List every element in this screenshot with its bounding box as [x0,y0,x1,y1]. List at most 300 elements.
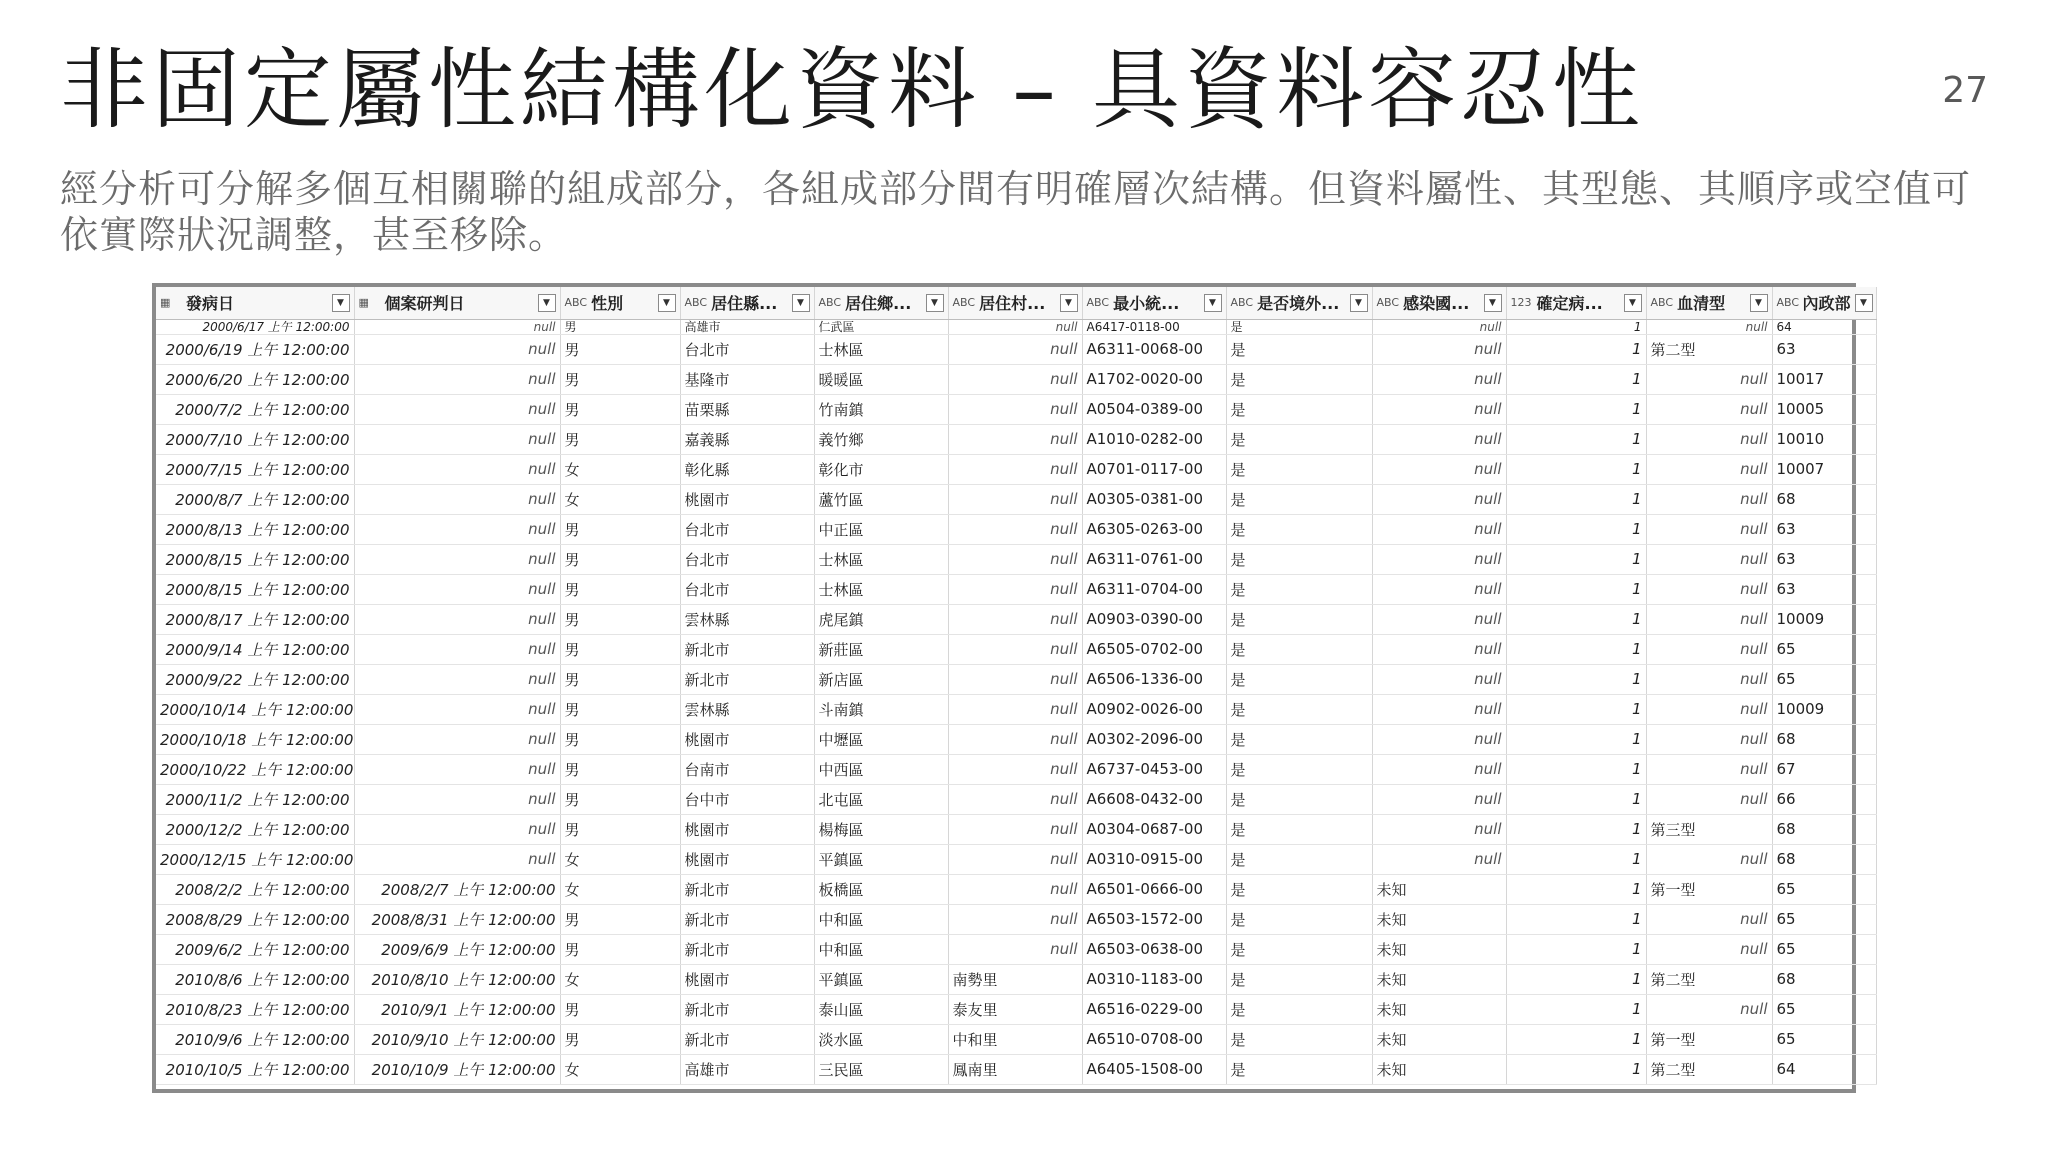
column-header-label: 確定病... [1536,294,1603,314]
filter-dropdown-icon[interactable]: ▼ [792,294,810,312]
table-cell: A0903-0390-00 [1082,604,1226,634]
table-cell: A0310-1183-00 [1082,964,1226,994]
table-cell: null [1372,574,1506,604]
table-cell: null [354,544,560,574]
table-cell: 男 [560,574,680,604]
column-header[interactable] [156,287,354,319]
table-cell: null [1646,904,1772,934]
table-cell: 竹南鎮 [814,394,948,424]
table-cell: null [1372,604,1506,634]
filter-dropdown-icon[interactable]: ▼ [1060,294,1078,312]
column-header-label: 是否境外... [1257,294,1340,314]
table-cell: null [1646,574,1772,604]
slide-subtitle: 經分析可分解多個互相關聯的組成部分，各組成部分間有明確層次結構。但資料屬性、其型態、其順序或空值可依實際狀況調整，甚至移除。 [60,167,1972,257]
table-cell: 1 [1506,364,1646,394]
column-header[interactable] [1646,287,1772,319]
table-cell: 2000/7/2 上午 12:00:00 [156,394,354,424]
table-cell: 男 [560,784,680,814]
table-cell: 1 [1506,394,1646,424]
table-cell: A0504-0389-00 [1082,394,1226,424]
table-cell: 是 [1226,544,1372,574]
table-cell: A6510-0708-00 [1082,1024,1226,1054]
table-cell: A6311-0761-00 [1082,544,1226,574]
table-cell: 男 [560,1024,680,1054]
filter-dropdown-icon[interactable]: ▼ [1855,294,1873,312]
table-cell: null [354,604,560,634]
table-row [156,454,1876,484]
table-cell: 未知 [1372,1024,1506,1054]
table-cell: null [948,784,1082,814]
table-cell: 是 [1226,904,1372,934]
table-cell: 68 [1772,814,1876,844]
table-cell: null [1646,364,1772,394]
table-cell: 2000/8/7 上午 12:00:00 [156,484,354,514]
table-cell: 男 [560,634,680,664]
table-cell: 是 [1226,634,1372,664]
table-cell: 1 [1506,874,1646,904]
table-cell: null [1372,484,1506,514]
filter-dropdown-icon[interactable]: ▼ [332,294,350,312]
table-cell: 女 [560,454,680,484]
table-cell: A6608-0432-00 [1082,784,1226,814]
table-cell: 是 [1226,724,1372,754]
table-cell: 是 [1226,694,1372,724]
table-row [156,394,1876,424]
table-cell: null [1646,994,1772,1024]
table-cell: null [1372,664,1506,694]
table-cell: null [1372,694,1506,724]
table-cell: 10009 [1772,694,1876,724]
table-cell: 2000/8/15 上午 12:00:00 [156,544,354,574]
table-row [156,874,1876,904]
table-cell: 是 [1226,754,1372,784]
table-cell: 2000/7/10 上午 12:00:00 [156,424,354,454]
table-cell: A0305-0381-00 [1082,484,1226,514]
table-cell: 基隆市 [680,364,814,394]
table-row [156,904,1876,934]
table-row [156,934,1876,964]
filter-dropdown-icon[interactable]: ▼ [1750,294,1768,312]
table-cell: 2010/10/5 上午 12:00:00 [156,1054,354,1084]
table-cell: null [1646,514,1772,544]
table-cell: 是 [1226,934,1372,964]
table-cell: null [1372,784,1506,814]
table-cell: 65 [1772,934,1876,964]
table-cell: 65 [1772,634,1876,664]
table-cell: 新北市 [680,934,814,964]
table-cell: 男 [560,424,680,454]
filter-dropdown-icon[interactable]: ▼ [1624,294,1642,312]
table-cell: null [948,544,1082,574]
table-cell: 2000/6/17 上午 12:00:00 [156,319,354,334]
table-cell: null [948,724,1082,754]
table-cell: null [1646,844,1772,874]
table-cell: 是 [1226,454,1372,484]
table-cell: 是 [1226,364,1372,394]
table-cell: 65 [1772,994,1876,1024]
table-cell: 2010/8/23 上午 12:00:00 [156,994,354,1024]
table-cell: 65 [1772,664,1876,694]
table-cell: 2008/8/29 上午 12:00:00 [156,904,354,934]
table-cell: 男 [560,604,680,634]
table-cell: null [354,364,560,394]
table-cell: 台北市 [680,514,814,544]
column-header-label: 個案研判日 [384,294,465,314]
table-cell: 2000/12/2 上午 12:00:00 [156,814,354,844]
table-cell: 2010/8/10 上午 12:00:00 [354,964,560,994]
table-cell: 平鎮區 [814,964,948,994]
column-header-label: 居住村... [979,294,1046,314]
table-cell: 第二型 [1646,334,1772,364]
table-cell: 1 [1506,904,1646,934]
table-cell: 桃園市 [680,814,814,844]
table-row [156,694,1876,724]
table-row [156,994,1876,1024]
table-cell: 10007 [1772,454,1876,484]
table-cell: 新北市 [680,874,814,904]
table-cell: 是 [1226,319,1372,334]
table-cell: 中西區 [814,754,948,784]
table-cell: 2000/6/19 上午 12:00:00 [156,334,354,364]
table-cell: null [354,694,560,724]
table-cell: 未知 [1372,964,1506,994]
table-cell: 士林區 [814,544,948,574]
table-cell: 63 [1772,514,1876,544]
table-cell: 未知 [1372,904,1506,934]
table-cell: 三民區 [814,1054,948,1084]
table-row-partial [156,319,1876,334]
table-cell: A0902-0026-00 [1082,694,1226,724]
filter-dropdown-icon[interactable]: ▼ [538,294,556,312]
table-cell: 蘆竹區 [814,484,948,514]
table-cell: 泰山區 [814,994,948,1024]
table-cell: 鳳南里 [948,1054,1082,1084]
table-cell: 是 [1226,514,1372,544]
table-cell: 男 [560,724,680,754]
table-cell: 2008/2/2 上午 12:00:00 [156,874,354,904]
table-cell: 1 [1506,964,1646,994]
table-cell: 男 [560,694,680,724]
column-header[interactable] [1506,287,1646,319]
table-cell: 第二型 [1646,1054,1772,1084]
table-cell: 嘉義縣 [680,424,814,454]
table-cell: 士林區 [814,334,948,364]
column-header[interactable] [948,287,1082,319]
table-row [156,544,1876,574]
filter-dropdown-icon[interactable]: ▼ [1350,294,1368,312]
table-cell: A6503-0638-00 [1082,934,1226,964]
table-cell: 68 [1772,964,1876,994]
data-table-frame [152,283,1867,1093]
table-row [156,964,1876,994]
table-cell: 10009 [1772,604,1876,634]
table-row [156,514,1876,544]
table-cell: null [948,424,1082,454]
table-cell: 新北市 [680,904,814,934]
table-cell: null [1646,664,1772,694]
column-header-label: 居住鄉... [845,294,912,314]
table-cell: 65 [1772,874,1876,904]
table-cell: 63 [1772,334,1876,364]
table-cell: 桃園市 [680,844,814,874]
table-cell: 2008/2/7 上午 12:00:00 [354,874,560,904]
table-row [156,754,1876,784]
table-cell: A6311-0704-00 [1082,574,1226,604]
text-type-icon: ABC [1376,296,1400,310]
table-cell: 女 [560,844,680,874]
table-row [156,364,1876,394]
table-row [156,784,1876,814]
column-header[interactable] [1082,287,1226,319]
table-cell: 女 [560,1054,680,1084]
column-header[interactable] [680,287,814,319]
table-cell: 桃園市 [680,724,814,754]
table-cell: 2000/7/15 上午 12:00:00 [156,454,354,484]
table-cell: 1 [1506,1054,1646,1084]
column-header[interactable] [1372,287,1506,319]
table-cell: null [354,454,560,484]
table-cell: 1 [1506,814,1646,844]
table-cell: 2010/9/10 上午 12:00:00 [354,1024,560,1054]
table-cell: null [1372,334,1506,364]
table-cell: null [354,784,560,814]
table-cell: 1 [1506,544,1646,574]
table-cell: A0701-0117-00 [1082,454,1226,484]
table-cell: 中和里 [948,1024,1082,1054]
table-cell: 1 [1506,994,1646,1024]
filter-dropdown-icon[interactable]: ▼ [1484,294,1502,312]
table-row [156,484,1876,514]
table-cell: A6505-0702-00 [1082,634,1226,664]
page-number: 27 [1942,70,1988,111]
table-cell: null [1646,784,1772,814]
table-cell: null [948,694,1082,724]
table-cell: 2009/6/9 上午 12:00:00 [354,934,560,964]
table-cell: 是 [1226,394,1372,424]
table-cell: 是 [1226,814,1372,844]
table-row [156,334,1876,364]
table-cell: 68 [1772,844,1876,874]
table-cell: 是 [1226,574,1372,604]
table-cell: 彰化縣 [680,454,814,484]
filter-dropdown-icon[interactable]: ▼ [1204,294,1222,312]
column-header-label: 血清型 [1677,294,1726,314]
table-cell: 64 [1772,319,1876,334]
text-type-icon: ABC [564,296,588,310]
table-cell: null [948,934,1082,964]
table-cell: 1 [1506,319,1646,334]
number-type-icon: 123 [1510,296,1532,310]
table-cell: 68 [1772,724,1876,754]
table-cell: 男 [560,544,680,574]
table-cell: 男 [560,754,680,784]
table-cell: A6311-0068-00 [1082,334,1226,364]
calendar-clock-icon: ▦ [160,296,171,310]
column-header-label: 內政部 [1802,294,1851,314]
table-cell: 1 [1506,634,1646,664]
table-cell: 64 [1772,1054,1876,1084]
table-cell: 台北市 [680,334,814,364]
table-cell: 是 [1226,844,1372,874]
table-cell: null [948,664,1082,694]
filter-dropdown-icon[interactable]: ▼ [658,294,676,312]
table-cell: 10017 [1772,364,1876,394]
table-cell: 男 [560,364,680,394]
table-cell: 1 [1506,754,1646,784]
table-cell: 1 [1506,694,1646,724]
filter-dropdown-icon[interactable]: ▼ [926,294,944,312]
table-cell: 中和區 [814,904,948,934]
table-row [156,724,1876,754]
table-cell: null [948,334,1082,364]
table-cell: 平鎮區 [814,844,948,874]
column-header[interactable] [560,287,680,319]
table-cell: A0302-2096-00 [1082,724,1226,754]
table-cell: null [1646,424,1772,454]
table-cell: 第一型 [1646,874,1772,904]
table-cell: 中和區 [814,934,948,964]
table-cell: 男 [560,394,680,424]
table-cell: 男 [560,934,680,964]
table-cell: 是 [1226,964,1372,994]
table-cell: 新北市 [680,1024,814,1054]
table-cell: A6506-1336-00 [1082,664,1226,694]
table-cell: null [1372,634,1506,664]
table-cell: 1 [1506,604,1646,634]
table-cell: 台北市 [680,574,814,604]
table-cell: null [1646,484,1772,514]
table-cell: 1 [1506,844,1646,874]
table-cell: 第一型 [1646,1024,1772,1054]
table-cell: 中正區 [814,514,948,544]
table-header-row [156,287,1876,319]
table-cell: 1 [1506,574,1646,604]
table-cell: null [354,574,560,604]
table-cell: null [1372,514,1506,544]
table-row [156,634,1876,664]
table-cell: 1 [1506,724,1646,754]
column-header[interactable] [814,287,948,319]
table-cell: A6501-0666-00 [1082,874,1226,904]
table-cell: 2000/10/14 上午 12:00:00 [156,694,354,724]
table-cell: 2009/6/2 上午 12:00:00 [156,934,354,964]
table-cell: null [1646,694,1772,724]
table-cell: null [1646,724,1772,754]
table-cell: 男 [560,334,680,364]
table-cell: 65 [1772,1024,1876,1054]
table-cell: null [1372,394,1506,424]
table-cell: 新北市 [680,634,814,664]
table-cell: 南勢里 [948,964,1082,994]
table-cell: null [354,484,560,514]
table-cell: A6503-1572-00 [1082,904,1226,934]
column-header[interactable] [354,287,560,319]
table-cell: null [1372,364,1506,394]
column-header[interactable] [1772,287,1876,319]
table-cell: 2000/11/2 上午 12:00:00 [156,784,354,814]
table-cell: 66 [1772,784,1876,814]
column-header-label: 發病日 [186,294,235,314]
table-cell: A1702-0020-00 [1082,364,1226,394]
table-cell: 台中市 [680,784,814,814]
table-cell: 未知 [1372,994,1506,1024]
table-cell: 1 [1506,454,1646,484]
table-cell: A6516-0229-00 [1082,994,1226,1024]
table-cell: null [948,364,1082,394]
table-cell: 苗栗縣 [680,394,814,424]
table-cell: null [1372,844,1506,874]
table-cell: 男 [560,664,680,694]
table-cell: null [1372,454,1506,484]
table-cell: A6737-0453-00 [1082,754,1226,784]
table-cell: 北屯區 [814,784,948,814]
table-cell: 男 [560,514,680,544]
table-cell: 義竹鄉 [814,424,948,454]
table-cell: null [354,319,560,334]
text-type-icon: ABC [1230,296,1254,310]
table-cell: null [354,334,560,364]
table-cell: null [354,814,560,844]
table-cell: 1 [1506,424,1646,454]
table-cell: null [354,664,560,694]
table-cell: null [948,844,1082,874]
table-cell: 2000/9/14 上午 12:00:00 [156,634,354,664]
table-cell: 10010 [1772,424,1876,454]
table-cell: 2008/8/31 上午 12:00:00 [354,904,560,934]
table-cell: null [948,454,1082,484]
table-cell: null [948,604,1082,634]
table-row [156,424,1876,454]
table-cell: null [1372,754,1506,784]
table-cell: null [354,724,560,754]
table-cell: 是 [1226,874,1372,904]
table-cell: 是 [1226,424,1372,454]
table-row [156,664,1876,694]
table-cell: null [1646,454,1772,484]
table-cell: 2010/9/6 上午 12:00:00 [156,1024,354,1054]
table-cell: null [1646,934,1772,964]
table-cell: 1 [1506,484,1646,514]
column-header-label: 性別 [591,294,624,314]
table-cell: 2000/10/22 上午 12:00:00 [156,754,354,784]
table-cell: null [948,814,1082,844]
table-cell: 雲林縣 [680,694,814,724]
table-cell: null [1646,634,1772,664]
table-cell: 高雄市 [680,319,814,334]
table-cell: null [1646,394,1772,424]
table-cell: 是 [1226,1054,1372,1084]
table-cell: null [354,514,560,544]
table-cell: 第二型 [1646,964,1772,994]
table-cell: 未知 [1372,874,1506,904]
text-type-icon: ABC [1650,296,1674,310]
table-cell: null [1646,604,1772,634]
table-cell: 未知 [1372,934,1506,964]
column-header[interactable] [1226,287,1372,319]
table-cell: null [354,844,560,874]
table-cell: null [948,634,1082,664]
text-type-icon: ABC [952,296,976,310]
table-cell: 虎尾鎮 [814,604,948,634]
table-cell: 斗南鎮 [814,694,948,724]
table-cell: 桃園市 [680,484,814,514]
table-cell: 68 [1772,484,1876,514]
table-cell: A6405-1508-00 [1082,1054,1226,1084]
table-cell: 桃園市 [680,964,814,994]
table-cell: null [354,394,560,424]
table-cell: 65 [1772,904,1876,934]
table-cell: A1010-0282-00 [1082,424,1226,454]
